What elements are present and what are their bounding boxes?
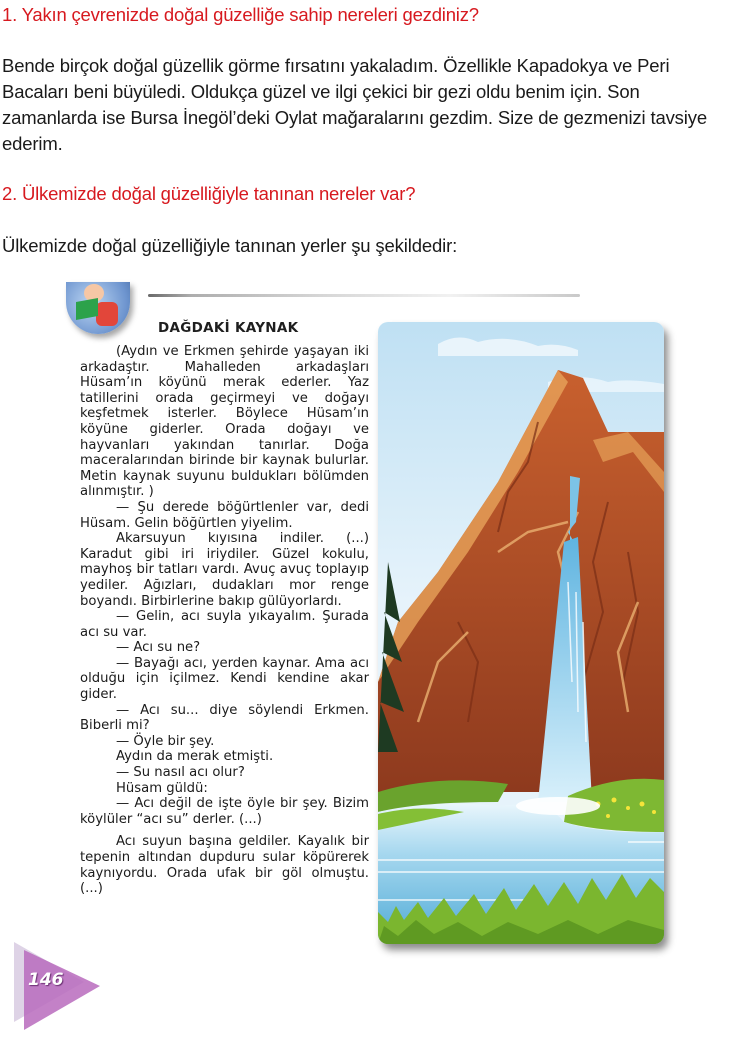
question-2-answer: Ülkemizde doğal güzelliğiyle tanınan yerler şu şekildedir: (2, 235, 458, 256)
story-paragraph: — Öyle bir şey. (116, 733, 215, 749)
story-paragraph: — Şu derede böğürtlenler var, dedi Hüsam. Gelin böğürtlen yiyelim. (80, 499, 369, 531)
story-text (80, 344, 369, 897)
page-number-badge (10, 940, 100, 1030)
waterfall-illustration (378, 322, 664, 944)
story-paragraph: Hüsam güldü: (116, 780, 208, 796)
story-paragraph: Acı suyun başına geldiler. Kayalık bir tepenin altından dupduru sular köpürerek kaynıyordu. Orada ufak bir göl olmuştu. (...) (80, 834, 369, 897)
question-2-heading: 2. Ülkemizde doğal güzelliğiyle tanınan nereler var? (2, 183, 416, 204)
story-paragraph: — Acı su ne? (116, 640, 201, 656)
story-paragraph: Akarsuyun kıyısına indiler. (...) Karadut gibi iri iriydiler. Güzel kokulu, mayhoş bir tatları vardı. Avuç avuç toplayıp yediler. Ağızları, dudakları mor renge boyandı. Birbirlerine bakıp gülüyorlardı. (80, 531, 369, 609)
story-paragraph: — Acı su... diye söylendi Erkmen. Biberli mi? (80, 702, 369, 734)
question-1-heading: 1. Yakın çevrenizde doğal güzelliğe sahip nereleri gezdiniz? (2, 4, 479, 25)
book-page-scan (0, 282, 737, 1039)
reading-child-icon (66, 282, 130, 334)
page-top-divider (148, 294, 580, 297)
story-paragraph: — Bayağı acı, yerden kaynar. Ama acı olduğu için içilmez. Kendi kendine akar gider. (80, 655, 369, 703)
story-paragraph: — Gelin, acı suyla yıkayalım. Şurada acı su var. (80, 609, 369, 640)
story-title: DAĞDAKİ KAYNAK (158, 320, 299, 336)
triangle-decoration-icon (24, 950, 100, 1030)
page-number: 146 (28, 970, 64, 990)
story-paragraph: — Acı değil de işte öyle bir şey. Bizim köylüler “acı su” derler. (...) (80, 796, 369, 827)
question-1-answer: Bende birçok doğal güzellik görme fırsatını yakaladım. Özellikle Kapadokya ve Peri Bacaları beni büyüledi. Oldukça güzel ve ilgi çekici bir gezi oldu benim için. Son zamanlarda ise Bursa İnegöl’deki Oylat mağaralarını gezdim. Size de gezmenizi tavsiye ederim. (2, 55, 707, 154)
story-paragraph: (Aydın ve Erkmen şehirde yaşayan iki arkadaştır. Mahalleden arkadaşları Hüsam’ın köyünü merak ederler. Yaz tatillerini orada geçirmeyi ve doğayı keşfetmek isterler. Böylece Hüsam’ın köyüne giderler. Orada doğayı ve hayvanları yakından tanırlar. Doğa maceralarından birinde bir kaynak bulurlar. Metin kaynak suyunu buldukları bölümden alınmıştır. ) (80, 344, 369, 500)
waterfall-mountain-icon (378, 322, 664, 944)
story-paragraph: — Su nasıl acı olur? (116, 765, 245, 781)
story-paragraph: Aydın da merak etmişti. (116, 749, 274, 765)
